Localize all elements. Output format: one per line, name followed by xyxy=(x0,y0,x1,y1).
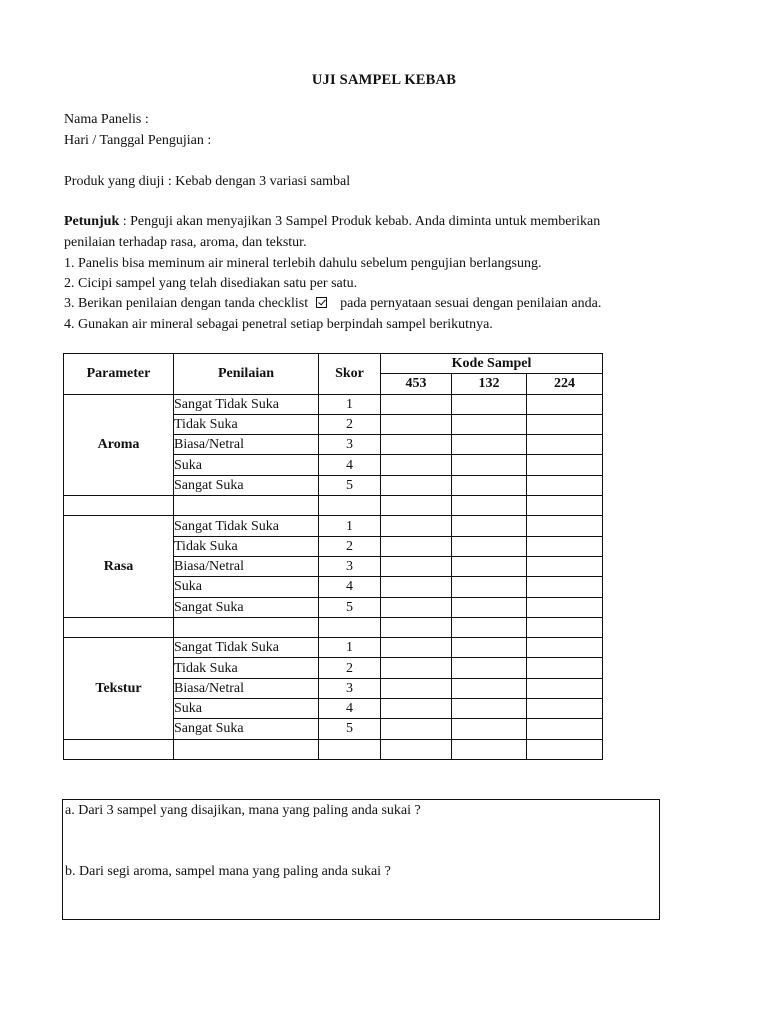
sample-rating-cell[interactable] xyxy=(527,658,603,678)
sample-rating-cell[interactable] xyxy=(527,719,603,739)
sample-rating-cell[interactable] xyxy=(381,475,452,495)
sample-rating-cell[interactable] xyxy=(381,516,452,536)
sample-rating-cell[interactable] xyxy=(381,455,452,475)
blank-cell xyxy=(319,739,381,759)
sample-rating-cell[interactable] xyxy=(452,516,527,536)
sample-rating-cell[interactable] xyxy=(527,394,603,414)
blank-cell xyxy=(64,739,174,759)
instructions-intro xyxy=(64,214,600,230)
question-a: a. Dari 3 sampel yang disajikan, mana yang paling anda sukai ? xyxy=(65,803,421,818)
sample-rating-cell[interactable] xyxy=(527,455,603,475)
sample-rating-cell[interactable] xyxy=(527,597,603,617)
sample-rating-cell[interactable] xyxy=(452,638,527,658)
instructions-heading: Petunjuk xyxy=(64,214,120,229)
sample-rating-cell[interactable] xyxy=(452,475,527,495)
parameter-cell: Tekstur xyxy=(64,638,174,739)
sample-rating-cell[interactable] xyxy=(527,556,603,576)
rating-label-cell: Biasa/Netral xyxy=(174,678,319,698)
rating-label-cell: Sangat Tidak Suka xyxy=(174,638,319,658)
rating-label-cell: Sangat Tidak Suka xyxy=(174,516,319,536)
rating-label-cell: Suka xyxy=(174,455,319,475)
sample-rating-cell[interactable] xyxy=(527,678,603,698)
blank-cell xyxy=(381,617,452,637)
sample-rating-cell[interactable] xyxy=(381,719,452,739)
sample-rating-cell[interactable] xyxy=(381,638,452,658)
blank-cell xyxy=(174,739,319,759)
sample-rating-cell[interactable] xyxy=(452,678,527,698)
sample-rating-cell[interactable] xyxy=(527,638,603,658)
table-row xyxy=(64,516,603,536)
blank-cell xyxy=(527,617,603,637)
table-body xyxy=(64,394,603,759)
score-cell: 5 xyxy=(319,475,381,495)
sample-rating-cell[interactable] xyxy=(381,678,452,698)
sample-rating-cell[interactable] xyxy=(381,394,452,414)
sample-rating-cell[interactable] xyxy=(452,414,527,434)
sample-rating-cell[interactable] xyxy=(452,435,527,455)
instruction-step-4: 4. Gunakan air mineral sebagai penetral setiap berpindah sampel berikutnya. xyxy=(64,317,493,332)
rating-label-cell: Tidak Suka xyxy=(174,536,319,556)
sample-rating-cell[interactable] xyxy=(452,597,527,617)
rating-label-cell: Sangat Suka xyxy=(174,719,319,739)
header-sample-132: 132 xyxy=(452,374,527,394)
questions-box xyxy=(62,799,660,920)
blank-cell xyxy=(381,496,452,516)
panelist-name-label: Nama Panelis : xyxy=(64,112,149,127)
score-cell: 4 xyxy=(319,577,381,597)
instruction-step-1: 1. Panelis bisa meminum air mineral terlebih dahulu sebelum pengujian berlangsung. xyxy=(64,256,542,271)
rating-label-cell: Sangat Suka xyxy=(174,475,319,495)
rating-label-cell: Suka xyxy=(174,699,319,719)
sample-rating-cell[interactable] xyxy=(527,536,603,556)
blank-separator-row xyxy=(64,739,603,759)
blank-cell xyxy=(174,496,319,516)
sample-rating-cell[interactable] xyxy=(452,658,527,678)
rating-label-cell: Tidak Suka xyxy=(174,414,319,434)
sample-rating-cell[interactable] xyxy=(381,699,452,719)
instruction-step-3 xyxy=(64,296,601,312)
blank-cell xyxy=(452,617,527,637)
blank-cell xyxy=(64,496,174,516)
sample-rating-cell[interactable] xyxy=(527,414,603,434)
score-cell: 2 xyxy=(319,536,381,556)
sample-rating-cell[interactable] xyxy=(452,699,527,719)
instruction-step-3-text: 3. Berikan penilaian dengan tanda checklist xyxy=(64,296,309,311)
score-cell: 1 xyxy=(319,394,381,414)
table-header-row xyxy=(64,354,603,374)
header-sample-224: 224 xyxy=(527,374,603,394)
sample-rating-cell[interactable] xyxy=(527,435,603,455)
blank-separator-row xyxy=(64,496,603,516)
sample-rating-cell[interactable] xyxy=(381,556,452,576)
header-parameter: Parameter xyxy=(64,354,174,395)
header-score: Skor xyxy=(319,354,381,395)
parameter-cell: Aroma xyxy=(64,394,174,495)
sample-rating-cell[interactable] xyxy=(381,597,452,617)
sample-rating-cell[interactable] xyxy=(527,516,603,536)
blank-cell xyxy=(527,496,603,516)
sample-rating-cell[interactable] xyxy=(452,556,527,576)
score-cell: 2 xyxy=(319,414,381,434)
sample-rating-cell[interactable] xyxy=(527,475,603,495)
header-sample-code: Kode Sampel xyxy=(381,354,603,374)
instructions-intro-text: : Penguji akan menyajikan 3 Sampel Produk kebab. Anda diminta untuk memberikan xyxy=(119,214,601,229)
score-cell: 1 xyxy=(319,638,381,658)
score-cell: 5 xyxy=(319,597,381,617)
sample-rating-cell[interactable] xyxy=(381,435,452,455)
rating-label-cell: Tidak Suka xyxy=(174,658,319,678)
score-cell: 3 xyxy=(319,556,381,576)
score-cell: 5 xyxy=(319,719,381,739)
blank-cell xyxy=(452,739,527,759)
score-cell: 3 xyxy=(319,435,381,455)
rating-label-cell: Suka xyxy=(174,577,319,597)
instruction-step-3-text-end: pada pernyataan sesuai dengan penilaian anda. xyxy=(340,296,602,311)
product-line: Produk yang diuji : Kebab dengan 3 variasi sambal xyxy=(64,174,351,189)
sample-rating-cell[interactable] xyxy=(527,577,603,597)
sample-rating-cell[interactable] xyxy=(381,658,452,678)
score-cell: 4 xyxy=(319,455,381,475)
instructions-intro-line2: penilaian terhadap rasa, aroma, dan tekstur. xyxy=(64,235,307,250)
blank-cell xyxy=(452,496,527,516)
test-date-label: Hari / Tanggal Pengujian : xyxy=(64,133,212,148)
table-row xyxy=(64,394,603,414)
rating-table xyxy=(63,353,603,760)
sample-rating-cell[interactable] xyxy=(381,536,452,556)
parameter-cell: Rasa xyxy=(64,516,174,617)
rating-label-cell: Sangat Suka xyxy=(174,597,319,617)
rating-label-cell: Biasa/Netral xyxy=(174,556,319,576)
instruction-step-2: 2. Cicipi sampel yang telah disediakan satu per satu. xyxy=(64,276,358,291)
score-cell: 2 xyxy=(319,658,381,678)
document-title: UJI SAMPEL KEBAB xyxy=(311,72,457,88)
question-b: b. Dari segi aroma, sampel mana yang paling anda sukai ? xyxy=(65,864,391,879)
header-sample-453: 453 xyxy=(381,374,452,394)
checked-box-icon xyxy=(316,297,327,308)
blank-cell xyxy=(319,617,381,637)
table-row xyxy=(64,638,603,658)
blank-cell xyxy=(64,617,174,637)
sample-rating-cell[interactable] xyxy=(452,577,527,597)
sample-rating-cell[interactable] xyxy=(452,394,527,414)
score-cell: 3 xyxy=(319,678,381,698)
sample-rating-cell[interactable] xyxy=(381,577,452,597)
rating-label-cell: Sangat Tidak Suka xyxy=(174,394,319,414)
header-rating: Penilaian xyxy=(174,354,319,395)
sample-rating-cell[interactable] xyxy=(452,455,527,475)
rating-label-cell: Biasa/Netral xyxy=(174,435,319,455)
blank-cell xyxy=(381,739,452,759)
blank-cell xyxy=(174,617,319,637)
blank-separator-row xyxy=(64,617,603,637)
blank-cell xyxy=(319,496,381,516)
score-cell: 1 xyxy=(319,516,381,536)
score-cell: 4 xyxy=(319,699,381,719)
blank-cell xyxy=(527,739,603,759)
sample-rating-cell[interactable] xyxy=(452,536,527,556)
sample-rating-cell[interactable] xyxy=(381,414,452,434)
sample-rating-cell[interactable] xyxy=(452,719,527,739)
sample-rating-cell[interactable] xyxy=(527,699,603,719)
